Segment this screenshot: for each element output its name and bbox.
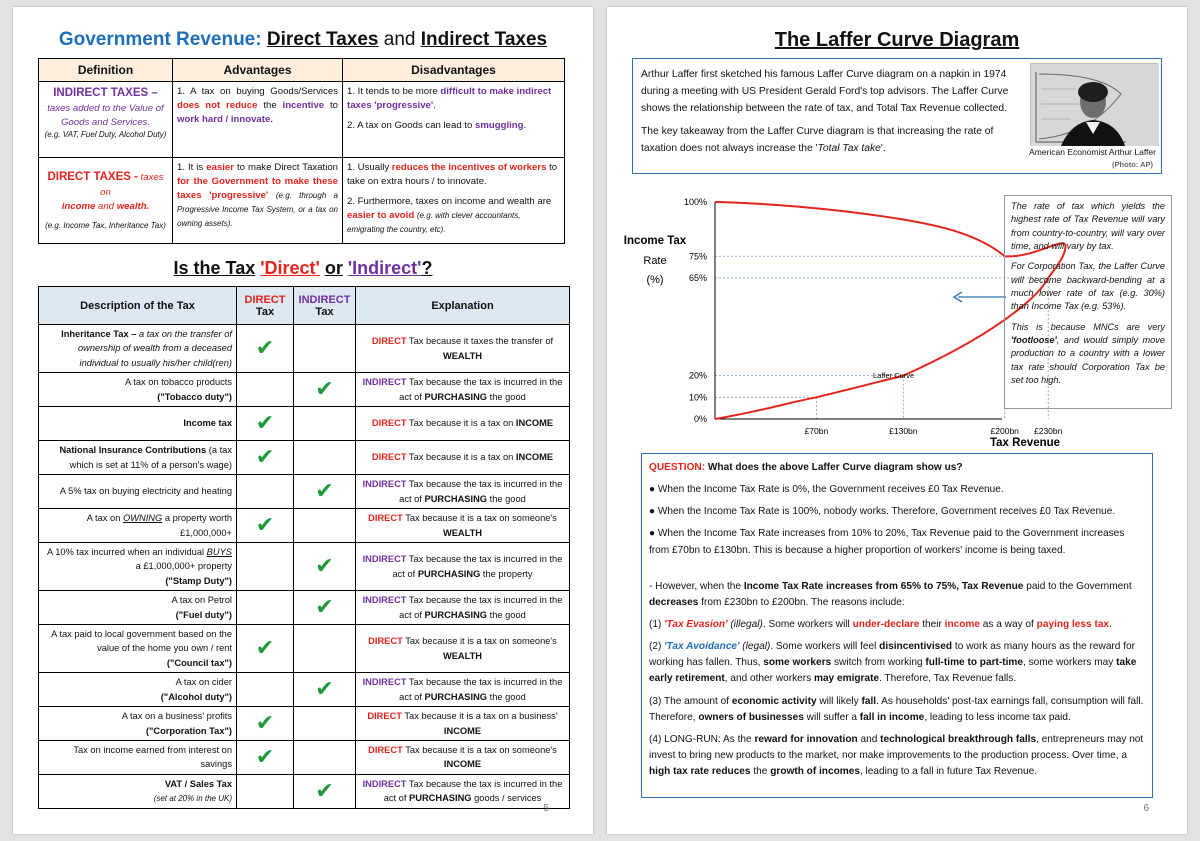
- reason-3: (3) The amount of economic activity will likely fall. As households' post-tax earnings fall, consumption will fall. Therefore, owners of businesses will suffer a fall in income, leading to less income tax paid.: [649, 695, 1144, 723]
- direct-cell: [237, 707, 294, 741]
- green-tick-icon: ✔: [255, 335, 275, 361]
- tax-description: A tax on a business' profits ("Corporation Tax"): [39, 707, 237, 741]
- page-6: [607, 7, 1187, 834]
- title-prefix: Government Revenue:: [58, 29, 262, 50]
- tax-explanation: DIRECT Tax because it is a tax on someone's INCOME: [356, 740, 570, 774]
- tax-description: Tax on income earned from interest on savings: [39, 740, 237, 774]
- bullet-2: ● When the Income Tax Rate is 100%, nobody works. Therefore, Government receives £0 Tax Revenue.: [649, 506, 1116, 518]
- curve-label: Laffer Curve: [873, 371, 915, 380]
- title-indirect: Indirect Taxes: [420, 29, 548, 50]
- indirect-disadvantages: 1. It tends to be more difficult to make indirect taxes 'progressive'. 2. A tax on Goods can lead to smuggling.: [343, 82, 565, 158]
- page-number: 6: [1143, 803, 1149, 814]
- green-tick-icon: ✔: [315, 376, 334, 402]
- x-tick-label: £200bn: [990, 426, 1019, 436]
- tax-description: A tax paid to local government based on the value of the home you own / rent ("Council tax"): [39, 625, 237, 673]
- x-tick-label: £70bn: [804, 426, 829, 436]
- quiz-row: [39, 625, 570, 673]
- direct-row: [39, 158, 565, 244]
- green-tick-icon: ✔: [255, 710, 275, 736]
- reason-1: (1) 'Tax Evasion' (illegal). Some workers will under-declare their income as a way of paying less tax.: [649, 618, 1112, 630]
- question-box: [641, 453, 1153, 798]
- quiz-header-row: [39, 287, 570, 325]
- direct-advantages: 1. It is easier to make Direct Taxation for the Government to make these taxes 'progressive' (e.g. through a Progressive Income Tax System, or a tax on owning assets).: [173, 158, 343, 244]
- header-description: Description of the Tax: [39, 287, 237, 325]
- indirect-cell: [294, 707, 356, 741]
- tax-explanation: DIRECT Tax because it is a tax on someone's WEALTH: [356, 625, 570, 673]
- however-paragraph: - However, when the Income Tax Rate increases from 65% to 75%, Tax Revenue paid to the Government decreases from £230bn to £200bn. The reasons include:: [649, 580, 1132, 608]
- green-tick-icon: ✔: [255, 744, 275, 770]
- reason-2: (2) 'Tax Avoidance' (legal). Some workers will feel disincentivised to work as many hours as the reward for working has fallen. Thus, some workers switch from working full-time to part-time, some workers may take early retirement, and other workers may emigrate. Therefore, Tax Revenue falls.: [649, 641, 1137, 685]
- y-tick-labels: [684, 197, 707, 424]
- direct-disadvantages: 1. Usually reduces the incentives of workers to take on extra hours / to innovate. 2. Furthermore, taxes on income and wealth are easier to avoid (e.g. with clever accountants, emigrating the country, etc).: [343, 158, 565, 244]
- arthur-laffer-photo: [1030, 63, 1158, 145]
- indirect-cell: [294, 740, 356, 774]
- page-number: 5: [543, 803, 549, 814]
- header-indirect: INDIRECT Tax: [294, 287, 356, 325]
- indirect-advantages: 1. A tax on buying Goods/Services does not reduce the incentive to work hard / innovate.: [173, 82, 343, 158]
- intro-text: [641, 67, 1025, 164]
- x-tick-labels: [805, 426, 1063, 436]
- header-direct: DIRECT Tax: [237, 287, 294, 325]
- y-axis-label-2: Rate: [643, 255, 667, 267]
- title-direct: Direct Taxes: [266, 29, 379, 50]
- indirect-cell: [294, 673, 356, 707]
- x-tick-label: £230bn: [1034, 426, 1063, 436]
- tax-explanation: INDIRECT Tax because the tax is incurred in the act of PURCHASING the good: [356, 475, 570, 509]
- x-axis-label: Tax Revenue: [989, 437, 1061, 449]
- tax-explanation: INDIRECT Tax because the tax is incurred in the act of PURCHASING the good: [356, 373, 570, 407]
- tax-description: A 5% tax on buying electricity and heating: [39, 475, 237, 509]
- direct-cell: [237, 325, 294, 373]
- intro-paragraph-1: Arthur Laffer first sketched his famous Laffer Curve diagram on a napkin in 1974 during a meeting with US President Gerald Ford's top advisors. The Laffer Curve shows the relationship between the rate of tax, and Total Tax Revenue collected.: [641, 69, 1009, 114]
- tax-explanation: DIRECT Tax because it taxes the transfer of WEALTH: [356, 325, 570, 373]
- green-tick-icon: ✔: [315, 553, 334, 579]
- indirect-cell: [294, 591, 356, 625]
- quiz-row: [39, 475, 570, 509]
- indirect-cell: [294, 475, 356, 509]
- tax-description: A tax on Petrol ("Fuel duty"): [39, 591, 237, 625]
- quiz-row: [39, 509, 570, 543]
- quiz-row: [39, 441, 570, 475]
- tax-description: A 10% tax incurred when an individual BUYS a £1,000,000+ property ("Stamp Duty"): [39, 543, 237, 591]
- quiz-body: [39, 325, 570, 809]
- indirect-def: taxes added to the Value of Goods and Services.: [47, 102, 164, 128]
- guide-lines: [715, 256, 1048, 419]
- green-tick-icon: ✔: [255, 410, 275, 436]
- tax-description: A tax on tobacco products ("Tobacco duty"): [39, 373, 237, 407]
- side-note-p2: For Corporation Tax, the Laffer Curve will become backward-bending at a much lower rate of tax (e.g. 30%) than Income Tax (e.g. 53%).: [1011, 261, 1165, 312]
- tax-explanation: DIRECT Tax because it is a tax on INCOME: [356, 407, 570, 441]
- tax-description: VAT / Sales Tax (set at 20% in the UK): [39, 774, 237, 808]
- indirect-cell: [294, 625, 356, 673]
- header-advantages: Advantages: [173, 59, 343, 82]
- intro-paragraph-2: The key takeaway from the Laffer Curve diagram is that increasing the rate of taxation does not always increase the 'Total Tax take'.: [641, 125, 994, 154]
- indirect-cell: [294, 543, 356, 591]
- quiz-row: [39, 325, 570, 373]
- y-tick-label: 20%: [688, 370, 707, 381]
- indirect-cell: [294, 407, 356, 441]
- tax-description: A tax on cider ("Alcohol duty"): [39, 673, 237, 707]
- tax-explanation: INDIRECT Tax because the tax is incurred in the act of PURCHASING the good: [356, 591, 570, 625]
- indirect-row: [39, 82, 565, 158]
- direct-cell: [237, 625, 294, 673]
- side-note-p1: The rate of tax which yields the highest rate of Tax Revenue will vary from country-to-country, will vary over time, and will vary by tax.: [1011, 201, 1165, 252]
- side-note-p3: This is because MNCs are very 'footloose', and would simply move production to a country with a lower tax rate should Corporation Tax be set too high.: [1011, 321, 1165, 386]
- quiz-row: [39, 740, 570, 774]
- quiz-row: [39, 543, 570, 591]
- y-tick-label: 65%: [688, 272, 707, 283]
- green-tick-icon: ✔: [315, 777, 334, 803]
- laffer-curve-chart: [607, 187, 1063, 452]
- direct-cell: [237, 673, 294, 707]
- y-axis-label-1: Income Tax: [623, 235, 687, 247]
- tax-description: A tax on OWNING a property worth £1,000,000+: [39, 509, 237, 543]
- photo-credit: (Photo: AP): [1112, 160, 1153, 169]
- page-5: [13, 7, 593, 834]
- quiz-row: [39, 373, 570, 407]
- side-note: [1004, 195, 1172, 409]
- quiz-row: [39, 407, 570, 441]
- quiz-row: [39, 707, 570, 741]
- green-tick-icon: ✔: [255, 512, 275, 538]
- green-tick-icon: ✔: [315, 478, 334, 504]
- definition-table: [38, 58, 565, 244]
- quiz-row: [39, 591, 570, 625]
- quiz-title: Is the Tax 'Direct' or 'Indirect'?: [173, 258, 433, 278]
- y-tick-label: 10%: [688, 392, 707, 403]
- page-title: [13, 29, 593, 51]
- y-tick-label: 0%: [693, 414, 707, 424]
- question-heading: QUESTION: What does the above Laffer Curve diagram show us?: [649, 462, 963, 473]
- indirect-cell: [294, 774, 356, 808]
- tax-description: Inheritance Tax – a tax on the transfer of ownership of wealth from a deceased individual to usually his/her child(ren): [39, 325, 237, 373]
- bullet-1: ● When the Income Tax Rate is 0%, the Government receives £0 Tax Revenue.: [649, 484, 1004, 496]
- green-tick-icon: ✔: [255, 635, 275, 661]
- photo-caption: American Economist Arthur Laffer: [1029, 147, 1156, 157]
- tax-description: Income tax: [39, 407, 237, 441]
- indirect-definition: [39, 82, 173, 158]
- header-definition: Definition: [39, 59, 173, 82]
- tax-explanation: DIRECT Tax because it is a tax on INCOME: [356, 441, 570, 475]
- indirect-name: INDIRECT TAXES –: [53, 87, 158, 99]
- direct-cell: [237, 740, 294, 774]
- y-tick-label: 100%: [683, 197, 707, 207]
- indirect-cell: [294, 509, 356, 543]
- tax-description: National Insurance Contributions (a tax which is set at 11% of a person's wage): [39, 441, 237, 475]
- tax-explanation: INDIRECT Tax because the tax is incurred in the act of PURCHASING the good: [356, 673, 570, 707]
- quiz-row: [39, 673, 570, 707]
- intro-box: [632, 58, 1162, 174]
- title-and: and: [383, 29, 416, 50]
- quiz-table: [38, 286, 570, 809]
- tax-explanation: DIRECT Tax because it is a tax on a business' INCOME: [356, 707, 570, 741]
- definition-header-row: [39, 59, 565, 82]
- direct-cell: [237, 591, 294, 625]
- indirect-cell: [294, 325, 356, 373]
- indirect-examples: (e.g. VAT, Fuel Duty, Alcohol Duty): [44, 130, 167, 140]
- quiz-row: [39, 774, 570, 808]
- tax-explanation: DIRECT Tax because it is a tax on someone's WEALTH: [356, 509, 570, 543]
- direct-cell: [237, 509, 294, 543]
- y-axis-label-3: (%): [646, 274, 664, 286]
- tax-explanation: INDIRECT Tax because the tax is incurred in the act of PURCHASING the property: [356, 543, 570, 591]
- direct-cell: [237, 373, 294, 407]
- header-explanation: Explanation: [356, 287, 570, 325]
- reason-4: (4) LONG-RUN: As the reward for innovation and technological breakthrough falls, entrepreneurs may not invest to bring new products to the market, nor make improvements to the production process. Over time, a high tax rate reduces the growth of incomes, leading to a fall in future Tax Revenue.: [649, 733, 1144, 778]
- green-tick-icon: ✔: [315, 594, 334, 620]
- bullet-3: ● When the Income Tax Rate increases from 10% to 20%, Tax Revenue paid to the Government increases from £70bn to £130bn. This is because a higher proportion of workers' income is being taxed.: [649, 528, 1125, 556]
- x-tick-label: £130bn: [889, 426, 918, 436]
- direct-cell: [237, 774, 294, 808]
- direct-cell: [237, 441, 294, 475]
- green-tick-icon: ✔: [255, 444, 275, 470]
- direct-cell: [237, 407, 294, 441]
- direct-cell: [237, 543, 294, 591]
- arrow-icon: [950, 290, 1006, 304]
- indirect-cell: [294, 441, 356, 475]
- page-title: The Laffer Curve Diagram: [774, 29, 1020, 51]
- direct-definition: DIRECT TAXES - taxes on income and wealth. (e.g. Income Tax, Inheritance Tax): [39, 158, 173, 244]
- green-tick-icon: ✔: [315, 676, 334, 702]
- tax-explanation: INDIRECT Tax because the tax is incurred in the act of PURCHASING goods / services: [356, 774, 570, 808]
- header-disadvantages: Disadvantages: [343, 59, 565, 82]
- indirect-cell: [294, 373, 356, 407]
- direct-cell: [237, 475, 294, 509]
- y-tick-label: 75%: [688, 251, 707, 262]
